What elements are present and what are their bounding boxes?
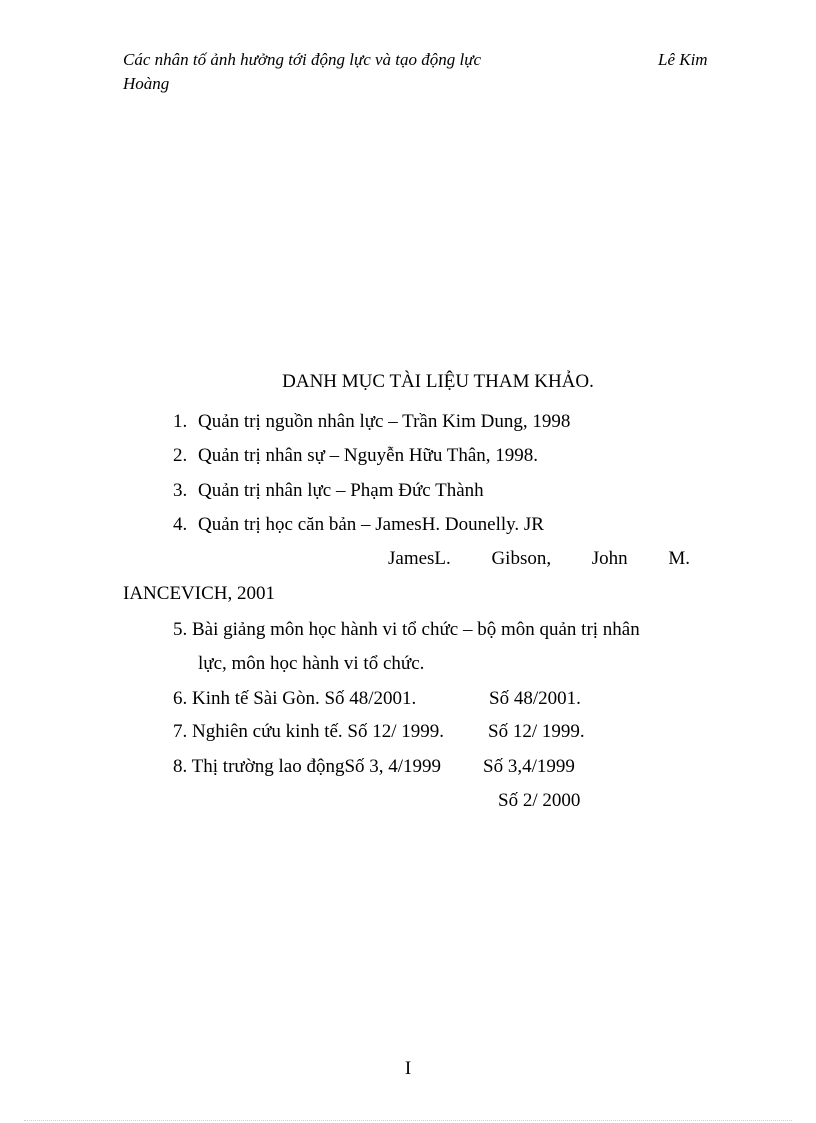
page-header	[123, 48, 723, 96]
reference-text: Quản trị nhân lực – Phạm Đức Thành	[198, 480, 484, 501]
reference-item-8-extra2: Số 2/ 2000	[498, 790, 581, 811]
reference-4-continuation: IANCEVICH, 2001	[123, 583, 275, 604]
header-author-first: Lê Kim	[658, 50, 708, 69]
header-title: Các nhân tố ảnh hưởng tới động lực và tạo động lực	[123, 50, 482, 69]
reference-number: 3.	[173, 480, 188, 501]
reference-number: 4.	[173, 514, 188, 535]
reference-item-8: 8. Thị trường lao độngSố 3, 4/1999	[173, 756, 442, 777]
reference-text: Quản trị học căn bản – JamesH. Dounelly. JR	[198, 514, 544, 535]
reference-item-1	[173, 411, 570, 433]
reference-item-7: 7. Nghiên cứu kinh tế. Số 12/ 1999.	[173, 721, 445, 742]
references-heading: DANH MỤC TÀI LIỆU THAM KHẢO.	[282, 371, 594, 392]
reference-number: 1.	[173, 411, 188, 432]
header-author-last: Hoàng	[123, 74, 170, 93]
page-number: I	[404, 1058, 412, 1079]
reference-text: Quản trị nhân sự – Nguyễn Hữu Thân, 1998.	[198, 445, 539, 466]
reference-item-6-extra: Số 48/2001.	[489, 688, 581, 709]
reference-4-authors	[388, 548, 690, 570]
footer-divider	[24, 1120, 792, 1121]
author-word: John	[591, 548, 628, 569]
reference-item-8-extra: Số 3,4/1999	[483, 756, 575, 777]
reference-text: Quản trị nguồn nhân lực – Trần Kim Dung, 1998	[198, 411, 571, 432]
author-word: Gibson,	[491, 548, 552, 569]
reference-number: 2.	[173, 445, 188, 466]
author-word: JamesL.	[388, 548, 451, 569]
reference-item-5-line2: lực, môn học hành vi tổ chức.	[198, 653, 425, 674]
reference-item-5-line1: 5. Bài giảng môn học hành vi tổ chức – bộ môn quản trị nhân	[173, 619, 640, 640]
reference-item-3	[173, 480, 484, 502]
reference-item-4	[173, 514, 544, 536]
author-word: M.	[668, 548, 690, 569]
reference-item-7-extra: Số 12/ 1999.	[488, 721, 585, 742]
reference-item-2	[173, 445, 538, 467]
reference-item-6: 6. Kinh tế Sài Gòn. Số 48/2001.	[173, 688, 417, 709]
